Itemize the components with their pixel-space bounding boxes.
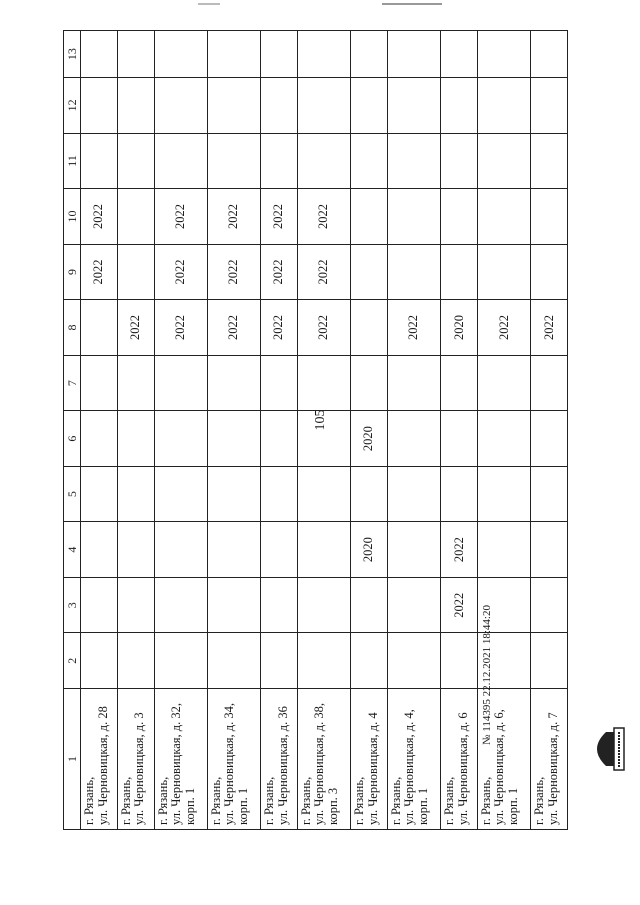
year-cell (531, 355, 568, 411)
column-header-7: 7 (64, 355, 81, 411)
year-cell (261, 633, 298, 689)
year-cell (261, 189, 298, 245)
year-cell (531, 31, 568, 78)
year-cell (117, 411, 154, 467)
year-cell (387, 244, 440, 300)
year-cell (387, 466, 440, 522)
year-cell (297, 31, 350, 78)
year-cell (117, 355, 154, 411)
year-value: 2022 (316, 315, 331, 341)
year-value: 2022 (271, 315, 286, 341)
year-cell (297, 133, 350, 189)
year-cell (297, 78, 350, 134)
year-cell (297, 244, 350, 300)
address-line: ул. Черновицкая, д. 28 (95, 706, 110, 825)
year-cell (387, 133, 440, 189)
year-cell (297, 522, 350, 578)
year-cell (351, 300, 388, 356)
year-cell (207, 78, 260, 134)
year-value: 2022 (226, 203, 241, 229)
year-cell (297, 633, 350, 689)
year-value: 2022 (91, 259, 106, 285)
table-row (207, 31, 260, 830)
year-cell (81, 244, 118, 300)
year-cell (531, 577, 568, 633)
year-cell (261, 300, 298, 356)
year-cell (387, 300, 440, 356)
address-line: г. Рязань, (352, 776, 367, 825)
year-cell (387, 189, 440, 245)
year-cell (81, 189, 118, 245)
year-cell (477, 300, 530, 356)
column-header-12: 12 (64, 78, 81, 134)
address-line: корп. 1 (415, 787, 430, 825)
year-cell (81, 411, 118, 467)
year-value: 2022 (451, 592, 466, 618)
address-line: ул. Черновицкая, д. 4 (365, 712, 380, 825)
year-value: 2022 (173, 203, 188, 229)
year-cell (531, 411, 568, 467)
column-header-5: 5 (64, 466, 81, 522)
address-cell (297, 689, 350, 830)
year-cell (261, 522, 298, 578)
address-line: г. Рязань, (532, 776, 547, 825)
year-cell (117, 466, 154, 522)
year-cell (117, 633, 154, 689)
year-cell (477, 355, 530, 411)
address-line: ул. Черновицкая, д. 4, (402, 709, 417, 825)
address-line: корп. 3 (325, 787, 340, 825)
year-cell (207, 522, 260, 578)
year-cell (477, 133, 530, 189)
address-line: корп. 1 (182, 787, 197, 825)
table-row (351, 31, 388, 830)
year-cell (261, 577, 298, 633)
year-cell (441, 411, 478, 467)
year-cell (154, 577, 207, 633)
year-value: 2022 (91, 203, 106, 229)
table-body (81, 31, 568, 830)
column-header-11: 11 (64, 133, 81, 189)
year-value: 2022 (226, 259, 241, 285)
year-cell (351, 355, 388, 411)
year-cell (531, 133, 568, 189)
year-cell (117, 31, 154, 78)
year-cell (297, 300, 350, 356)
year-value: 2022 (541, 315, 556, 341)
year-cell (261, 31, 298, 78)
year-cell (351, 244, 388, 300)
year-cell (441, 300, 478, 356)
year-cell (81, 31, 118, 78)
address-cell (117, 689, 154, 830)
table-row (261, 31, 298, 830)
year-cell (207, 133, 260, 189)
year-cell (154, 189, 207, 245)
year-cell (207, 633, 260, 689)
address-line: г. Рязань, (155, 776, 170, 825)
year-value: 2022 (451, 537, 466, 563)
year-cell (441, 633, 478, 689)
year-cell (117, 244, 154, 300)
address-line: ул. Черновицкая, д. 3 (132, 712, 147, 825)
year-value: 2022 (496, 315, 511, 341)
address-line: ул. Черновицкая, д. 38, (312, 703, 327, 825)
year-cell (441, 133, 478, 189)
address-line: г. Рязань, (262, 776, 277, 825)
column-header-2: 2 (64, 633, 81, 689)
table-row (387, 31, 440, 830)
year-cell (117, 78, 154, 134)
year-cell (531, 300, 568, 356)
year-cell (387, 31, 440, 78)
year-cell (531, 78, 568, 134)
year-cell (81, 466, 118, 522)
year-cell (81, 633, 118, 689)
year-cell (387, 355, 440, 411)
year-cell (351, 466, 388, 522)
address-line: г. Рязань, (298, 776, 313, 825)
year-cell (207, 355, 260, 411)
year-cell (531, 189, 568, 245)
year-cell (261, 411, 298, 467)
table-row (154, 31, 207, 830)
address-cell (387, 689, 440, 830)
year-cell (531, 633, 568, 689)
year-cell (387, 411, 440, 467)
address-line: г. Рязань, (388, 776, 403, 825)
year-cell (297, 189, 350, 245)
table-row (297, 31, 350, 830)
year-cell (441, 466, 478, 522)
address-line: г. Рязань, (82, 776, 96, 825)
address-line: г. Рязань, (208, 776, 223, 825)
address-line: ул. Черновицкая, д. 32, (169, 703, 183, 825)
year-cell (261, 133, 298, 189)
year-value: 2022 (173, 259, 188, 285)
address-cell (531, 689, 568, 830)
year-cell (441, 189, 478, 245)
year-value: 2020 (451, 315, 466, 341)
column-header-10: 10 (64, 189, 81, 245)
address-line: г. Рязань, (118, 776, 133, 825)
year-cell (351, 133, 388, 189)
column-header-8: 8 (64, 300, 81, 356)
year-cell (351, 633, 388, 689)
year-cell (117, 133, 154, 189)
year-cell (477, 189, 530, 245)
address-line: г. Рязань, (442, 776, 457, 825)
address-line: корп. 1 (235, 787, 250, 825)
column-header-4: 4 (64, 522, 81, 578)
year-cell (441, 577, 478, 633)
year-cell (154, 466, 207, 522)
page-number: 105 (313, 409, 328, 431)
address-line: ул. Черновицкая, д. 6 (455, 712, 470, 825)
year-cell (531, 244, 568, 300)
year-cell (351, 411, 388, 467)
year-cell (297, 466, 350, 522)
year-cell (207, 466, 260, 522)
column-header-13: 13 (64, 31, 81, 78)
year-cell (207, 31, 260, 78)
year-cell (117, 300, 154, 356)
year-cell (207, 577, 260, 633)
year-cell (351, 577, 388, 633)
address-line: ул. Черновицкая, д. 36 (275, 706, 290, 825)
year-value: 2020 (361, 426, 376, 452)
address-line: корп. 1 (505, 787, 520, 825)
address-cell (81, 689, 118, 830)
year-value: 2022 (226, 315, 241, 341)
year-cell (441, 355, 478, 411)
year-value: 2022 (316, 259, 331, 285)
year-cell (261, 78, 298, 134)
year-value: 2022 (406, 315, 421, 341)
column-header-1: 1 (64, 689, 81, 830)
year-cell (154, 78, 207, 134)
year-cell (387, 633, 440, 689)
year-cell (154, 633, 207, 689)
year-cell (81, 133, 118, 189)
year-cell (154, 244, 207, 300)
year-cell (351, 522, 388, 578)
year-cell (477, 244, 530, 300)
year-cell (477, 31, 530, 78)
year-cell (154, 355, 207, 411)
address-cell (351, 689, 388, 830)
scan-artifact-top-left (198, 3, 220, 5)
column-header-3: 3 (64, 577, 81, 633)
year-cell (297, 355, 350, 411)
column-header-6: 6 (64, 411, 81, 467)
year-cell (81, 522, 118, 578)
table-row (531, 31, 568, 830)
year-cell (261, 355, 298, 411)
year-cell (351, 31, 388, 78)
address-line: г. Рязань, (478, 776, 493, 825)
column-header-9: 9 (64, 244, 81, 300)
year-cell (207, 189, 260, 245)
year-cell (207, 300, 260, 356)
year-value: 2022 (271, 203, 286, 229)
year-cell (531, 522, 568, 578)
address-cell (261, 689, 298, 830)
year-cell (207, 244, 260, 300)
address-cell (154, 689, 207, 830)
table-header-row (64, 31, 81, 830)
year-cell (477, 78, 530, 134)
year-cell (387, 522, 440, 578)
year-cell (297, 411, 350, 467)
year-value: 2020 (361, 537, 376, 563)
year-cell (387, 577, 440, 633)
year-cell (81, 577, 118, 633)
year-value: 2022 (271, 259, 286, 285)
address-cell (441, 689, 478, 830)
year-cell (81, 355, 118, 411)
year-value: 2022 (173, 315, 188, 341)
year-cell (387, 78, 440, 134)
address-cell (207, 689, 260, 830)
year-cell (207, 411, 260, 467)
address-line: ул. Черновицкая, д. 34, (222, 703, 237, 825)
year-cell (351, 189, 388, 245)
year-value: 2022 (316, 203, 331, 229)
organization-seal (584, 726, 628, 772)
table-row (81, 31, 118, 830)
address-line: ул. Черновицкая, д. 7 (545, 712, 560, 825)
year-cell (441, 31, 478, 78)
year-cell (261, 244, 298, 300)
year-cell (261, 466, 298, 522)
year-cell (531, 466, 568, 522)
year-cell (441, 522, 478, 578)
year-cell (154, 522, 207, 578)
year-cell (154, 31, 207, 78)
scan-artifact-top (382, 3, 442, 5)
year-cell (154, 411, 207, 467)
year-cell (81, 300, 118, 356)
year-cell (117, 522, 154, 578)
year-cell (81, 78, 118, 134)
year-cell (297, 577, 350, 633)
year-cell (117, 189, 154, 245)
year-value: 2022 (128, 315, 143, 341)
table-row (441, 31, 478, 830)
table-row (117, 31, 154, 830)
year-cell (351, 78, 388, 134)
year-cell (441, 78, 478, 134)
year-cell (441, 244, 478, 300)
year-cell (154, 300, 207, 356)
year-cell (117, 577, 154, 633)
document-reference: № 114395 22.12.2021 18:44:20 (481, 605, 493, 745)
year-cell (154, 133, 207, 189)
address-line: ул. Черновицкая, д. 6, (492, 709, 507, 825)
